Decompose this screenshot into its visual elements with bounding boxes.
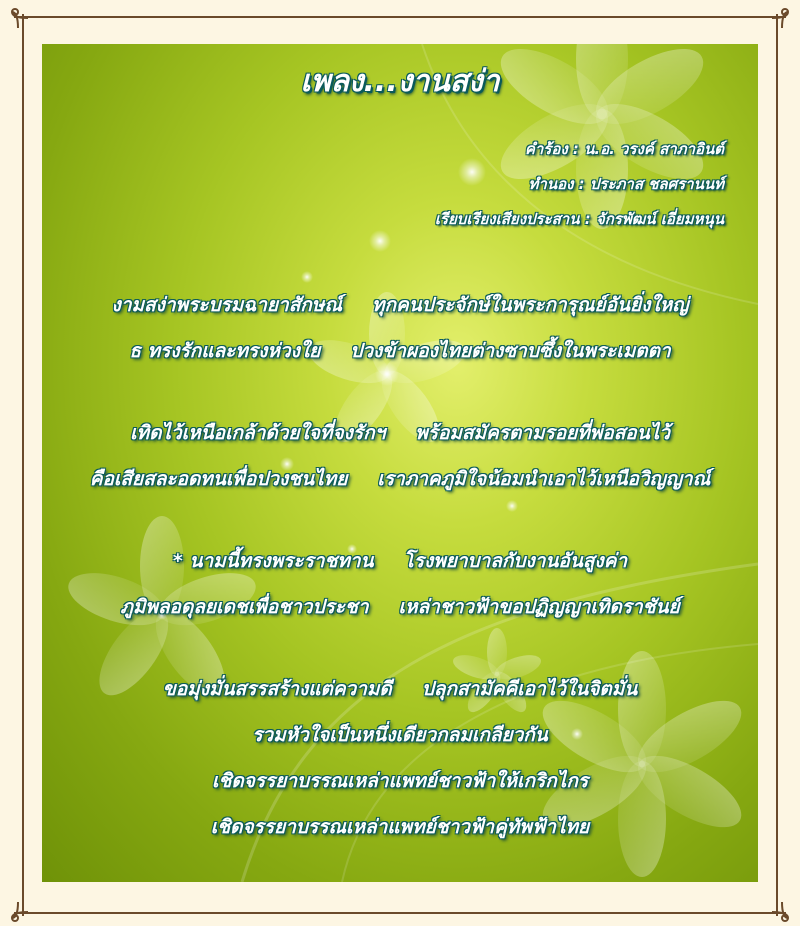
lyric-line: งามสง่าพระบรมฉายาสักษณ์ ทุกคนประจักษ์ในพระการุณย์อันยิ่งใหญ่ — [111, 294, 689, 316]
song-title: เพลง...งานสง่า — [300, 64, 500, 99]
lyric-line: ภูมิพลอดุลยเดชเพื่อชาวประชา เหล่าชาวฟ้าขอปฏิญญาเทิดราชันย์ — [120, 596, 680, 618]
credit-value: ประภาส ชลศรานนท์ — [589, 175, 724, 193]
lyric-line: ขอมุ่งมั่นสรรสร้างแต่ความดี ปลุกสามัคคีเอาไว้ในจิตมั่น — [162, 678, 638, 700]
credit-value: น.อ. วรงค์ สาภาอินต์ — [584, 140, 724, 158]
credit-label: คำร้อง — [524, 140, 568, 158]
stanza-4 — [42, 666, 758, 850]
frame-top-line — [14, 16, 786, 18]
frame-bottom-line — [14, 912, 786, 914]
frame-left-line — [22, 14, 24, 916]
lyrics — [42, 282, 758, 882]
lyric-line: * นามนี้ทรงพระราชทาน โรงพยาบาลกับงานอันสูงค่า — [172, 550, 628, 572]
frame-corner-curl-icon — [4, 4, 30, 30]
lyric-line: เทิดไว้เหนือเกล้าด้วยใจที่จงรักฯ พร้อมสมัครตามรอยที่พ่อสอนไว้ — [130, 422, 670, 444]
credit-arrangement: เรียบเรียงเสียงประสาน : จักรพัฒน์ เอี่ยมหนุน — [434, 210, 724, 228]
stanza-1 — [42, 282, 758, 374]
credit-lyrics: คำร้อง : น.อ. วรงค์ สาภาอินต์ — [524, 140, 724, 158]
lyric-line: ธ ทรงรักและทรงห่วงใย ปวงข้าผองไทยต่างซาบซึ้งในพระเมตตา — [129, 340, 671, 362]
credit-label: ทำนอง — [528, 175, 574, 193]
lyric-line: เชิดจรรยาบรรณเหล่าแพทย์ชาวฟ้าให้เกริกไกร — [211, 770, 589, 792]
credits-block — [435, 132, 724, 237]
frame-right-line — [776, 14, 778, 916]
text-layer — [42, 44, 758, 882]
frame-corner-curl-icon — [770, 4, 796, 30]
stanza-3 — [42, 538, 758, 630]
lyrics-panel — [42, 44, 758, 882]
frame-corner-curl-icon — [770, 900, 796, 926]
credit-melody: ทำนอง : ประภาส ชลศรานนท์ — [528, 175, 724, 193]
lyric-line: รวมหัวใจเป็นหนึ่งเดียวกลมเกลียวกัน — [252, 724, 548, 746]
lyric-line: คือเสียสละอดทนเพื่อปวงชนไทย เราภาคภูมิใจน้อมนำเอาไว้เหนือวิญญาณ์ — [89, 468, 711, 490]
lyric-line: เชิดจรรยาบรรณเหล่าแพทย์ชาวฟ้าคู่ทัพฟ้าไทย — [210, 816, 590, 838]
frame-corner-curl-icon — [4, 900, 30, 926]
credit-label: เรียบเรียงเสียงประสาน — [434, 210, 580, 228]
stanza-2 — [42, 410, 758, 502]
credit-value: จักรพัฒน์ เอี่ยมหนุน — [595, 210, 724, 228]
